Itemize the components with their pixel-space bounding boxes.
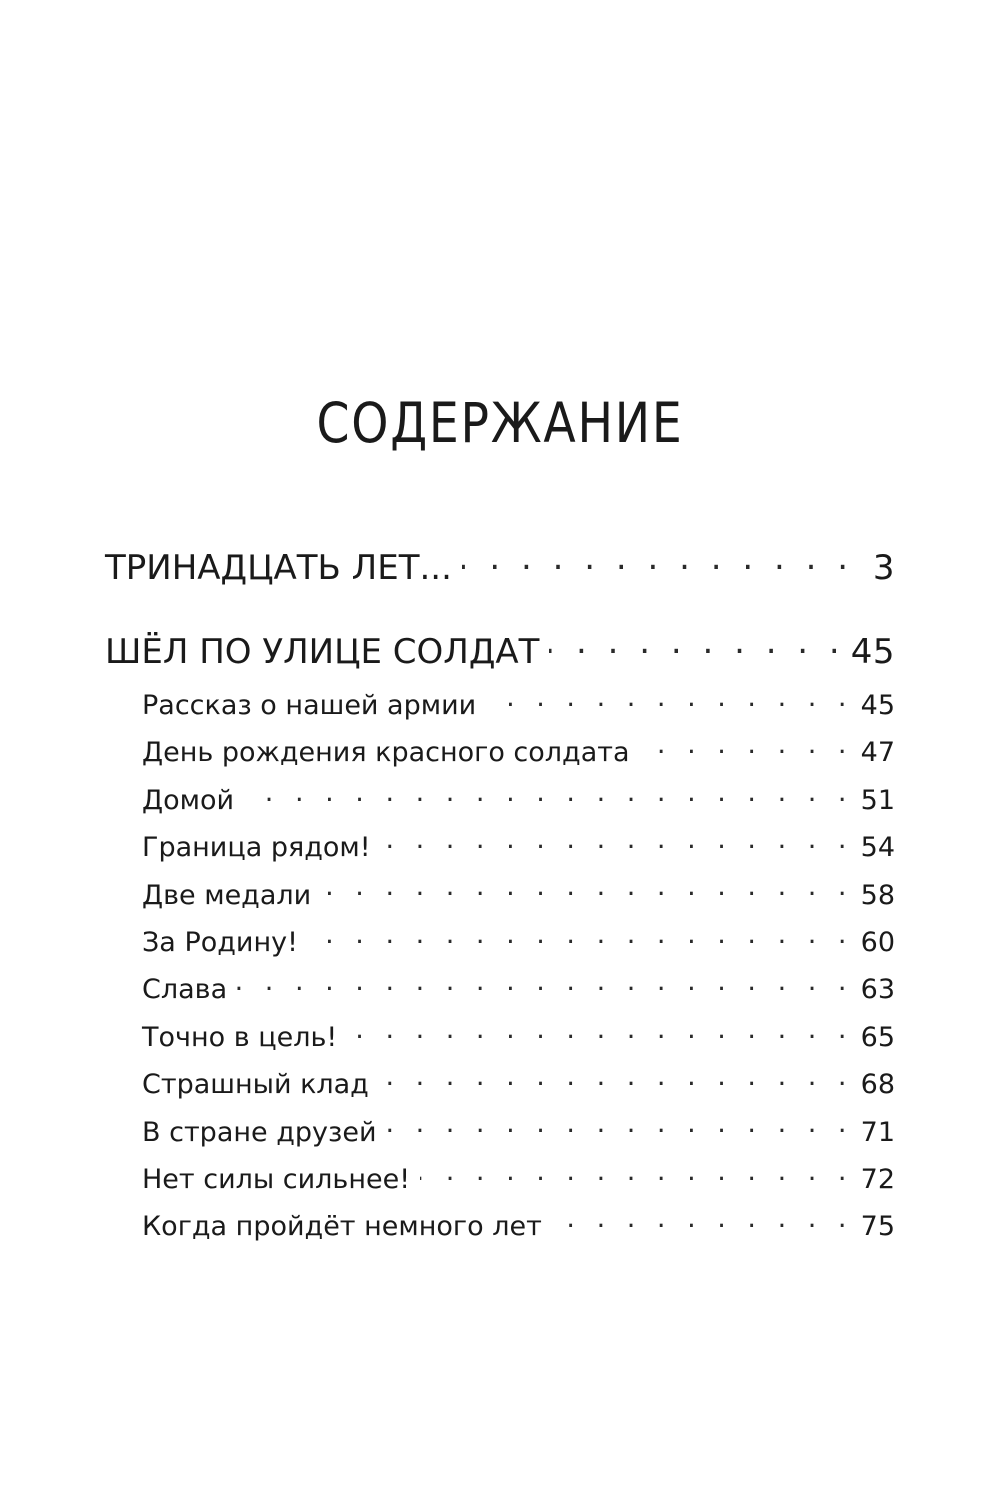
- toc-item-title: За Родину!: [142, 926, 298, 958]
- table-of-contents: [105, 538, 895, 1251]
- toc-page-number: 65: [860, 1021, 895, 1053]
- toc-page-number: 51: [860, 784, 895, 816]
- toc-item-title: Две медали: [142, 879, 312, 911]
- dot-leader: [321, 877, 853, 904]
- toc-item-title: Слава: [142, 974, 228, 1006]
- toc-item-title: Домой: [142, 784, 235, 816]
- toc-item-title: Нет силы сильнее!: [142, 1163, 411, 1195]
- toc-item-title: Когда пройдёт немного лет: [142, 1211, 542, 1243]
- dot-leader: [549, 629, 844, 663]
- toc-section-title: ТРИНАДЦАТЬ ЛЕТ...: [105, 548, 452, 588]
- toc-item[interactable]: [105, 1014, 895, 1061]
- toc-item-title: День рождения красного солдата: [142, 737, 630, 769]
- toc-page-number: 47: [860, 737, 895, 769]
- dot-leader: [640, 734, 853, 761]
- dot-leader: [347, 1019, 853, 1046]
- toc-item[interactable]: [105, 777, 895, 824]
- dot-leader: [486, 687, 853, 714]
- toc-page-number: 71: [860, 1116, 895, 1148]
- toc-page-number: 75: [860, 1211, 895, 1243]
- toc-section[interactable]: [105, 538, 895, 598]
- dot-leader: [381, 829, 853, 856]
- toc-item-title: В стране друзей: [142, 1116, 377, 1148]
- toc-item-title: Граница рядом!: [142, 832, 371, 864]
- dot-leader: [237, 971, 853, 998]
- toc-item[interactable]: [105, 729, 895, 776]
- dot-leader: [308, 924, 853, 951]
- toc-section[interactable]: [105, 622, 895, 682]
- toc-section-title: ШЁЛ ПО УЛИЦЕ СОЛДАТ: [105, 632, 540, 672]
- dot-leader: [244, 782, 853, 809]
- toc-item[interactable]: [105, 1156, 895, 1203]
- toc-item[interactable]: [105, 824, 895, 871]
- toc-item[interactable]: [105, 919, 895, 966]
- toc-item-title: Страшный клад: [142, 1069, 369, 1101]
- toc-item[interactable]: [105, 966, 895, 1013]
- toc-page-number: 45: [850, 632, 895, 672]
- toc-page-number: 63: [860, 974, 895, 1006]
- toc-page-number: 60: [860, 926, 895, 958]
- toc-page-number: 45: [860, 690, 895, 721]
- dot-leader: [420, 1161, 853, 1188]
- toc-item-title: Рассказ о нашей армии: [142, 690, 477, 721]
- dot-leader: [387, 1114, 853, 1141]
- toc-item[interactable]: [105, 872, 895, 919]
- dot-leader: [462, 545, 853, 579]
- toc-page-number: 54: [860, 832, 895, 864]
- toc-item[interactable]: [105, 1109, 895, 1156]
- toc-page-number: 72: [860, 1163, 895, 1195]
- toc-item-title: Точно в цель!: [142, 1021, 338, 1053]
- page-title: СОДЕРЖАНИЕ: [316, 391, 684, 455]
- toc-page-number: 58: [860, 879, 895, 911]
- toc-page-number: 68: [860, 1069, 895, 1101]
- toc-item[interactable]: [105, 1061, 895, 1108]
- dot-leader: [552, 1208, 853, 1235]
- dot-leader: [379, 1066, 853, 1093]
- toc-page-number: 3: [872, 548, 895, 588]
- toc-item[interactable]: [105, 682, 895, 729]
- toc-item[interactable]: [105, 1203, 895, 1250]
